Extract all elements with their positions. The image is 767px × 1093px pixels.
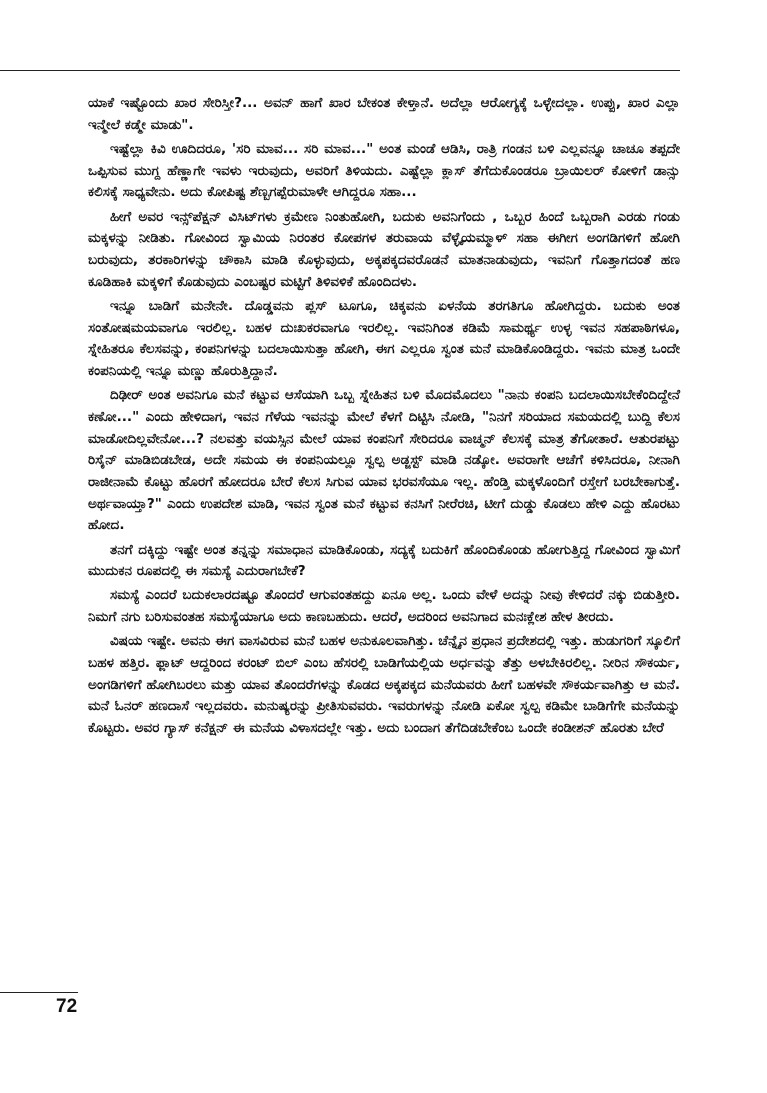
paragraph: ಹೀಗೆ ಅವರ ಇನ್ಸ್‌ಪೆಕ್ಷನ್ ವಿಸಿಟ್‌ಗಳು ಕ್ರಮೇಣ ನಿಂತುಹೋಗಿ, ಬದುಕು ಅವನಿಗೆಂದು , ಒಬ್ಬರ ಹಿಂದೆ ಒಬ್ಬರಾಗಿ ಎರಡು ಗಂಡು ಮಕ್ಕಳನ್ನು ನೀಡಿತು. ಗೋವಿಂದ ಸ್ವಾಮಿಯ ನಿರಂತರ ಕೋಪಗಳ ತರುವಾಯ ವೆಳ್ಳೈಯಮ್ಮಾಳ್ ಸಹಾ ಈಗೀಗ ಅಂಗಡಿಗಳಿಗೆ ಹೋಗಿ ಬರುವುದು, ತರಕಾರಿಗಳನ್ನು ಚೌಕಾಸಿ ಮಾಡಿ ಕೊಳ್ಳುವುದು, ಅಕ್ಕಪಕ್ಕದವರೊಡನೆ ಮಾತನಾಡುವುದು, ಇವನಿಗೆ ಗೊತ್ತಾಗದಂತೆ ಹಣ ಕೂಡಿಹಾಕಿ ಮಕ್ಕಳಿಗೆ ಕೊಡುವುದು ಎಂಬಷ್ಟರ ಮಟ್ಟಿಗೆ ತಿಳಿವಳಿಕೆ ಹೊಂದಿದಳು. xyxy=(88,208,680,290)
paragraph: ತನಗೆ ದಕ್ಕಿದ್ದು ಇಷ್ಟೇ ಅಂತ ತನ್ನನ್ನು ಸಮಾಧಾನ ಮಾಡಿಕೊಂಡು, ಸದ್ಯಕ್ಕೆ ಬದುಕಿಗೆ ಹೊಂದಿಕೊಂಡು ಹೋಗುತ್ತಿದ್ದ ಗೋವಿಂದ ಸ್ವಾಮಿಗೆ ಮುದುಕನ ರೂಪದಲ್ಲಿ ಈ ಸಮಸ್ಯೆ ಎದುರಾಗಬೇಕೆ? xyxy=(88,541,680,580)
header-rule xyxy=(0,70,680,71)
page-number: 72 xyxy=(56,996,78,1017)
paragraph: ದಿಢೀರ್ ಅಂತ ಅವನಿಗೂ ಮನೆ ಕಟ್ಟುವ ಆಸೆಯಾಗಿ ಒಬ್ಬ ಸ್ನೇಹಿತನ ಬಳಿ ಮೊದಮೊದಲು "ನಾನು ಕಂಪನಿ ಬದಲಾಯಿಸಬೇಕೆಂದಿದ್ದೇನೆ ಕಣೋ..." ಎಂದು ಹೇಳಿದಾಗ, ಇವನ ಗೆಳೆಯ ಇವನನ್ನು ಮೇಲೆ ಕೆಳಗೆ ದಿಟ್ಟಿಸಿ ನೋಡಿ, "ನಿನಗೆ ಸರಿಯಾದ ಸಮಯದಲ್ಲಿ ಬುದ್ದಿ ಕೆಲಸ ಮಾಡೋದಿಲ್ಲವೇನೋ...? ನಲವತ್ತು ವಯಸ್ಸಿನ ಮೇಲೆ ಯಾವ ಕಂಪನಿಗೆ ಸೇರಿದರೂ ವಾಚ್ಮನ್ ಕೆಲಸಕ್ಕೆ ಮಾತ್ರ ತೆಗೋತಾರೆ. ಆತುರಪಟ್ಟು ರಿಸೈನ್ ಮಾಡಿಬಿಡಬೇಡ, ಅದೇ ಸಮಯ ಈ ಕಂಪನಿಯಲ್ಲೂ ಸ್ವಲ್ಪ ಅಡ್ಜಸ್ಟ್ ಮಾಡಿ ನಡ್ಕೋ. ಅವರಾಗೇ ಆಚೆಗೆ ಕಳಿಸಿದರೂ, ನೀನಾಗಿ ರಾಜೀನಾಮೆ ಕೊಟ್ಟು ಹೊರಗೆ ಹೋದರೂ ಬೇರೆ ಕೆಲಸ ಸಿಗುವ ಯಾವ ಭರವಸೆಯೂ ಇಲ್ಲ. ಹೆಂಡ್ತಿ ಮಕ್ಕಳೊಂದಿಗೆ ರಸ್ತೇಗೆ ಬರಬೇಕಾಗುತ್ತೆ. ಅರ್ಥವಾಯ್ತಾ?" ಎಂದು ಉಪದೇಶ ಮಾಡಿ, ಇವನ ಸ್ವಂತ ಮನೆ ಕಟ್ಟುವ ಕನಸಿಗೆ ನೀರೆರಚಿ, ಟೀಗೆ ದುಡ್ಡು ಕೊಡಲು ಹೇಳಿ ಎದ್ದು ಹೊರಟು ಹೋದ. xyxy=(88,387,680,534)
paragraph: ವಿಷಯ ಇಷ್ಟೇ. ಅವನು ಈಗ ವಾಸವಿರುವ ಮನೆ ಬಹಳ ಅನುಕೂಲವಾಗಿತ್ತು. ಚೆನ್ನೈನ ಪ್ರಧಾನ ಪ್ರದೇಶದಲ್ಲಿ ಇತ್ತು. ಹುಡುಗರಿಗೆ ಸ್ಕೂಲಿಗೆ ಬಹಳ ಹತ್ತಿರ. ಫ್ಲಾಟ್ ಆದ್ದರಿಂದ ಕರಂಟ್ ಬಿಲ್ ಎಂಬ ಹೆಸರಲ್ಲಿ ಬಾಡಿಗೆಯಲ್ಲಿಯ ಅರ್ಧವನ್ನು ತೆತ್ತು ಅಳಬೇಕಿರಲಿಲ್ಲ. ನೀರಿನ ಸೌಕರ್ಯ, ಅಂಗಡಿಗಳಿಗೆ ಹೋಗಿಬರಲು ಮತ್ತು ಯಾವ ತೊಂದರೆಗಳನ್ನು ಕೊಡದ ಅಕ್ಕಪಕ್ಕದ ಮನೆಯವರು ಹೀಗೆ ಬಹಳವೇ ಸೌಕರ್ಯವಾಗಿತ್ತು ಆ ಮನೆ. ಮನೆ ಓನರ್ ಹಣದಾಸೆ ಇಲ್ಲದವರು. ಮನುಷ್ಯರನ್ನು ಪ್ರೀತಿಸುವವರು. ಇವರುಗಳನ್ನು ನೋಡಿ ಏಕೋ ಸ್ವಲ್ಪ ಕಡಿಮೇ ಬಾಡಿಗೆಗೇ ಮನೆಯನ್ನು ಕೊಟ್ಟರು. ಅವರ ಗ್ಯಾಸ್ ಕನೆಕ್ಷನ್ ಈ ಮನೆಯ ವಿಳಾಸದಲ್ಲೇ ಇತ್ತು. ಅದು ಬಂದಾಗ ತೆಗೆದಿಡಬೇಕೆಂಬ ಒಂದೇ ಕಂಡೀಶನ್ ಹೊರತು ಬೇರೆ xyxy=(88,633,680,737)
paragraph: ಸಮಸ್ಯೆ ಎಂದರೆ ಬದುಕಲಾರದಷ್ಟೂ ತೊಂದರೆ ಆಗುವಂತಹದ್ದು ಏನೂ ಅಲ್ಲ. ಒಂದು ವೇಳೆ ಅದನ್ನು ನೀವು ಕೇಳಿದರೆ ನಕ್ಕು ಬಿಡುತ್ತೀರಿ. ನಿಮಗೆ ನಗು ಬರಿಸುವಂತಹ ಸಮಸ್ಯೆಯಾಗೂ ಅದು ಕಾಣಬಹುದು. ಆದರೆ, ಅದರಿಂದ ಅವನಿಗಾದ ಮನಃಕ್ಲೇಶ ಹೇಳ ತೀರದು. xyxy=(88,587,680,626)
paragraph: ಇಷ್ಟೆಲ್ಲಾ ಕಿವಿ ಊದಿದರೂ, 'ಸರಿ ಮಾವ... ಸರಿ ಮಾವ..." ಅಂತ ಮಂಡೆ ಆಡಿಸಿ, ರಾತ್ರಿ ಗಂಡನ ಬಳಿ ಎಲ್ಲವನ್ನೂ ಚಾಚೂ ತಪ್ಪದೇ ಒಪ್ಪಿಸುವ ಮುಗ್ದ ಹೆಣ್ಣಾಗೇ ಇವಳು ಇರುವುದು, ಅವರಿಗೆ ತಿಳಿಯದು. ಎಷ್ಟೆಲ್ಲಾ ಕ್ಲಾಸ್ ತೆಗೆದುಕೊಂಡರೂ ಬ್ರಾಯಿಲರ್ ಕೋಳಿಗೆ ಡಾನ್ಸು ಕಲಿಸಕ್ಕೆ ಸಾಧ್ಯವೇನು. ಅದು ಕೋಪಿಷ್ಟ ಶೆಣ್ಬಗಪ್ಪೆರುಮಾಳೇ ಆಗಿದ್ದರೂ ಸಹಾ... xyxy=(88,140,680,201)
body-text xyxy=(88,93,680,742)
paragraph: ಇನ್ನೂ ಬಾಡಿಗೆ ಮನೇನೇ. ದೊಡ್ಡವನು ಪ್ಲಸ್ ಟೂಗೂ, ಚಿಕ್ಕವನು ಏಳನೆಯ ತರಗತಿಗೂ ಹೋಗಿದ್ದರು. ಬದುಕು ಅಂತ ಸಂತೋಷಮಯವಾಗೂ ಇರಲಿಲ್ಲ. ಬಹಳ ದುಃಖಕರವಾಗೂ ಇರಲಿಲ್ಲ. ಇವನಿಗಿಂತ ಕಡಿಮೆ ಸಾಮರ್ಥ್ಯ ಉಳ್ಳ ಇವನ ಸಹಪಾಠಿಗಳೂ, ಸ್ನೇಹಿತರೂ ಕೆಲಸವನ್ನು, ಕಂಪನಿಗಳನ್ನು ಬದಲಾಯಿಸುತ್ತಾ ಹೋಗಿ, ಈಗ ಎಲ್ಲರೂ ಸ್ವಂತ ಮನೆ ಮಾಡಿಕೊಂಡಿದ್ದರು. ಇವನು ಮಾತ್ರ ಒಂದೇ ಕಂಪನಿಯಲ್ಲಿ ಇನ್ನೂ ಮಣ್ಣು ಹೊರುತ್ತಿದ್ದಾನೆ. xyxy=(88,297,680,379)
footer-rule xyxy=(0,992,78,993)
paragraph: ಯಾಕೆ ಇಷ್ಟೊಂದು ಖಾರ ಸೇರಿಸ್ತೀ?... ಅವನ್ ಹಾಗೆ ಖಾರ ಬೇಕಂತ ಕೇಳ್ತಾನೆ. ಅದೆಲ್ಲಾ ಆರೋಗ್ಯಕ್ಕೆ ಒಳ್ಳೇದಲ್ಲಾ. ಉಪ್ಪು, ಖಾರ ಎಲ್ಲಾ ಇನ್ಮೇಲೆ ಕಡ್ಮೇ ಮಾಡು". xyxy=(88,95,680,133)
